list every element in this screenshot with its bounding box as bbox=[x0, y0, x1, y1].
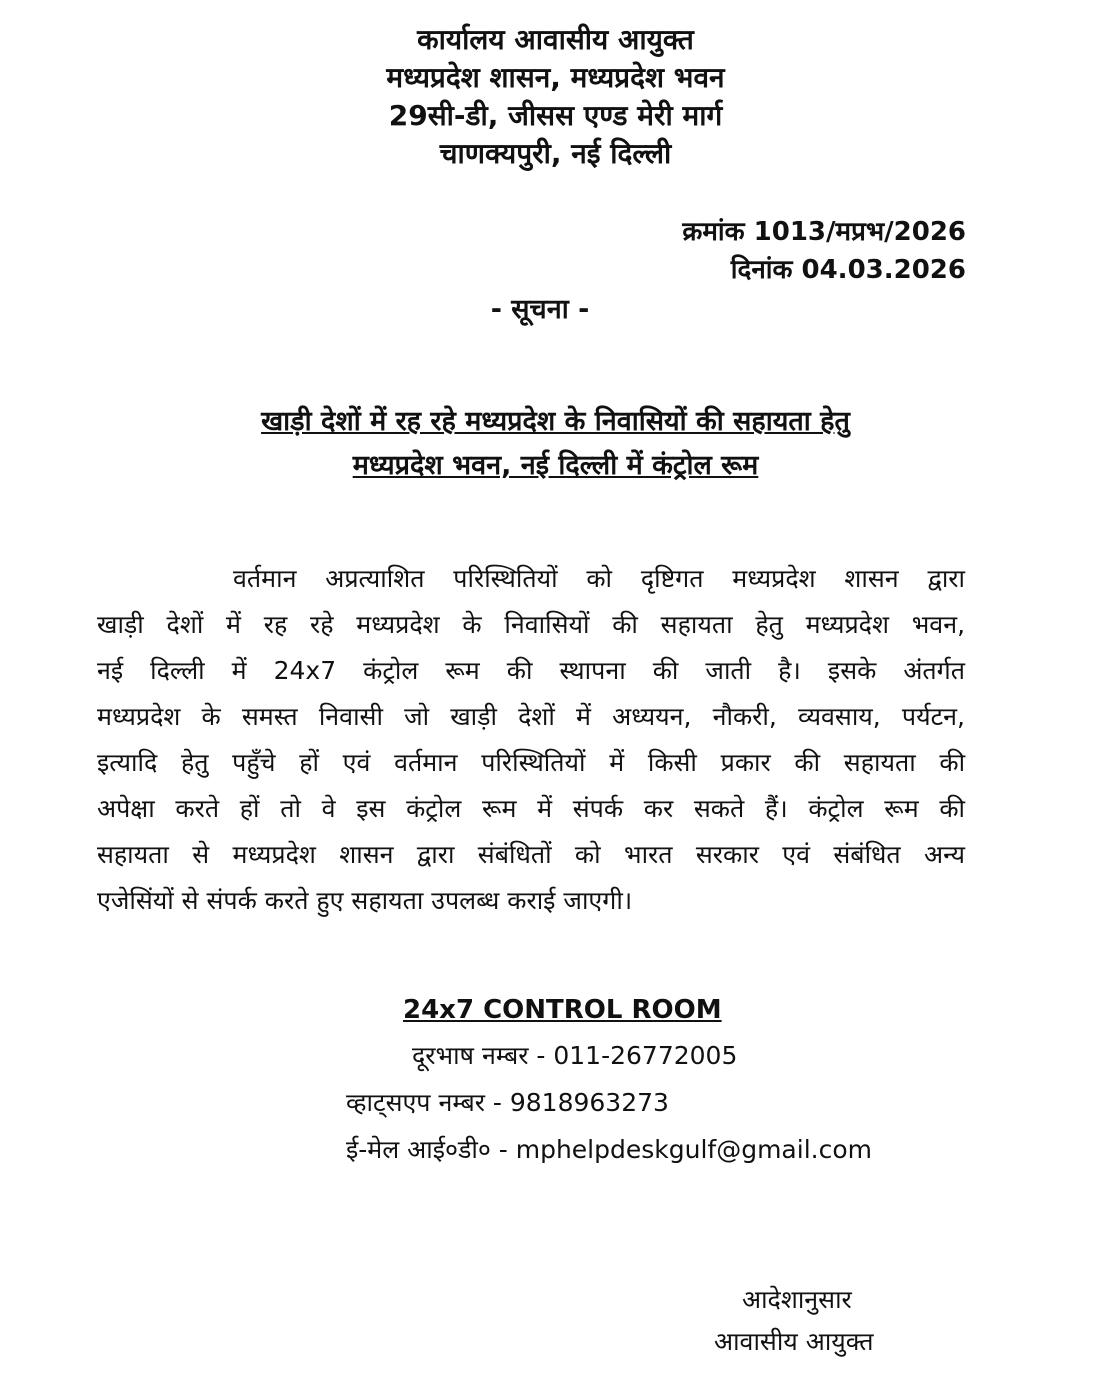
office-name: कार्यालय आवासीय आयुक्त bbox=[417, 23, 694, 56]
body-line: वर्तमान अप्रत्याशित परिस्थितियों को दृष्टिगत मध्यप्रदेश शासन द्वारा bbox=[233, 564, 966, 593]
body-line: खाड़ी देशों में रह रहे मध्यप्रदेश के निवासियों की सहायता हेतु मध्यप्रदेश भवन, bbox=[97, 610, 966, 639]
reference-number: क्रमांक 1013/मप्रभ/2026 bbox=[682, 217, 966, 247]
body-line: मध्यप्रदेश के समस्त निवासी जो खाड़ी देशों में अध्ययन, नौकरी, व्यवसाय, पर्यटन, bbox=[97, 702, 966, 731]
whatsapp-number: व्हाट्सएप नम्बर - 9818963273 bbox=[346, 1088, 669, 1117]
control-room-title: 24x7 CONTROL ROOM bbox=[403, 995, 722, 1025]
body-line: सहायता से मध्यप्रदेश शासन द्वारा संबंधितों को भारत सरकार एवं संबंधित अन्य bbox=[97, 840, 966, 869]
phone-number: दूरभाष नम्बर - 011-26772005 bbox=[412, 1041, 738, 1070]
office-address-street: 29सी-डी, जीसस एण्ड मेरी मार्ग bbox=[388, 99, 723, 132]
body-line: इत्यादि हेतु पहुँचे हों एवं वर्तमान परिस्थितियों में किसी प्रकार की सहायता की bbox=[97, 748, 966, 777]
email-address: ई-मेल आई०डी० - mphelpdeskgulf@gmail.com bbox=[346, 1135, 872, 1164]
subject-line-1: खाड़ी देशों में रह रहे मध्यप्रदेश के निवासियों की सहायता हेतु bbox=[261, 406, 850, 437]
office-address-city: चाणक्यपुरी, नई दिल्ली bbox=[439, 137, 672, 170]
signature-order-line: आदेशानुसार bbox=[742, 1285, 852, 1314]
body-line: नई दिल्ली में 24x7 कंट्रोल रूम की स्थापना की जाती है। इसके अंतर्गत bbox=[97, 656, 965, 685]
subject-line-2: मध्यप्रदेश भवन, नई दिल्ली में कंट्रोल रूम bbox=[352, 450, 759, 481]
body-line: एजेसिंयों से संपर्क करते हुए सहायता उपलब्ध कराई जाएगी। bbox=[97, 886, 633, 915]
reference-date: दिनांक 04.03.2026 bbox=[730, 255, 966, 285]
office-government: मध्यप्रदेश शासन, मध्यप्रदेश भवन bbox=[386, 61, 725, 94]
notice-title: - सूचना - bbox=[490, 294, 590, 325]
body-line: अपेक्षा करते हों तो वे इस कंट्रोल रूम में संपर्क कर सकते हैं। कंट्रोल रूम की bbox=[97, 794, 966, 823]
signature-designation: आवासीय आयुक्त bbox=[714, 1327, 874, 1356]
